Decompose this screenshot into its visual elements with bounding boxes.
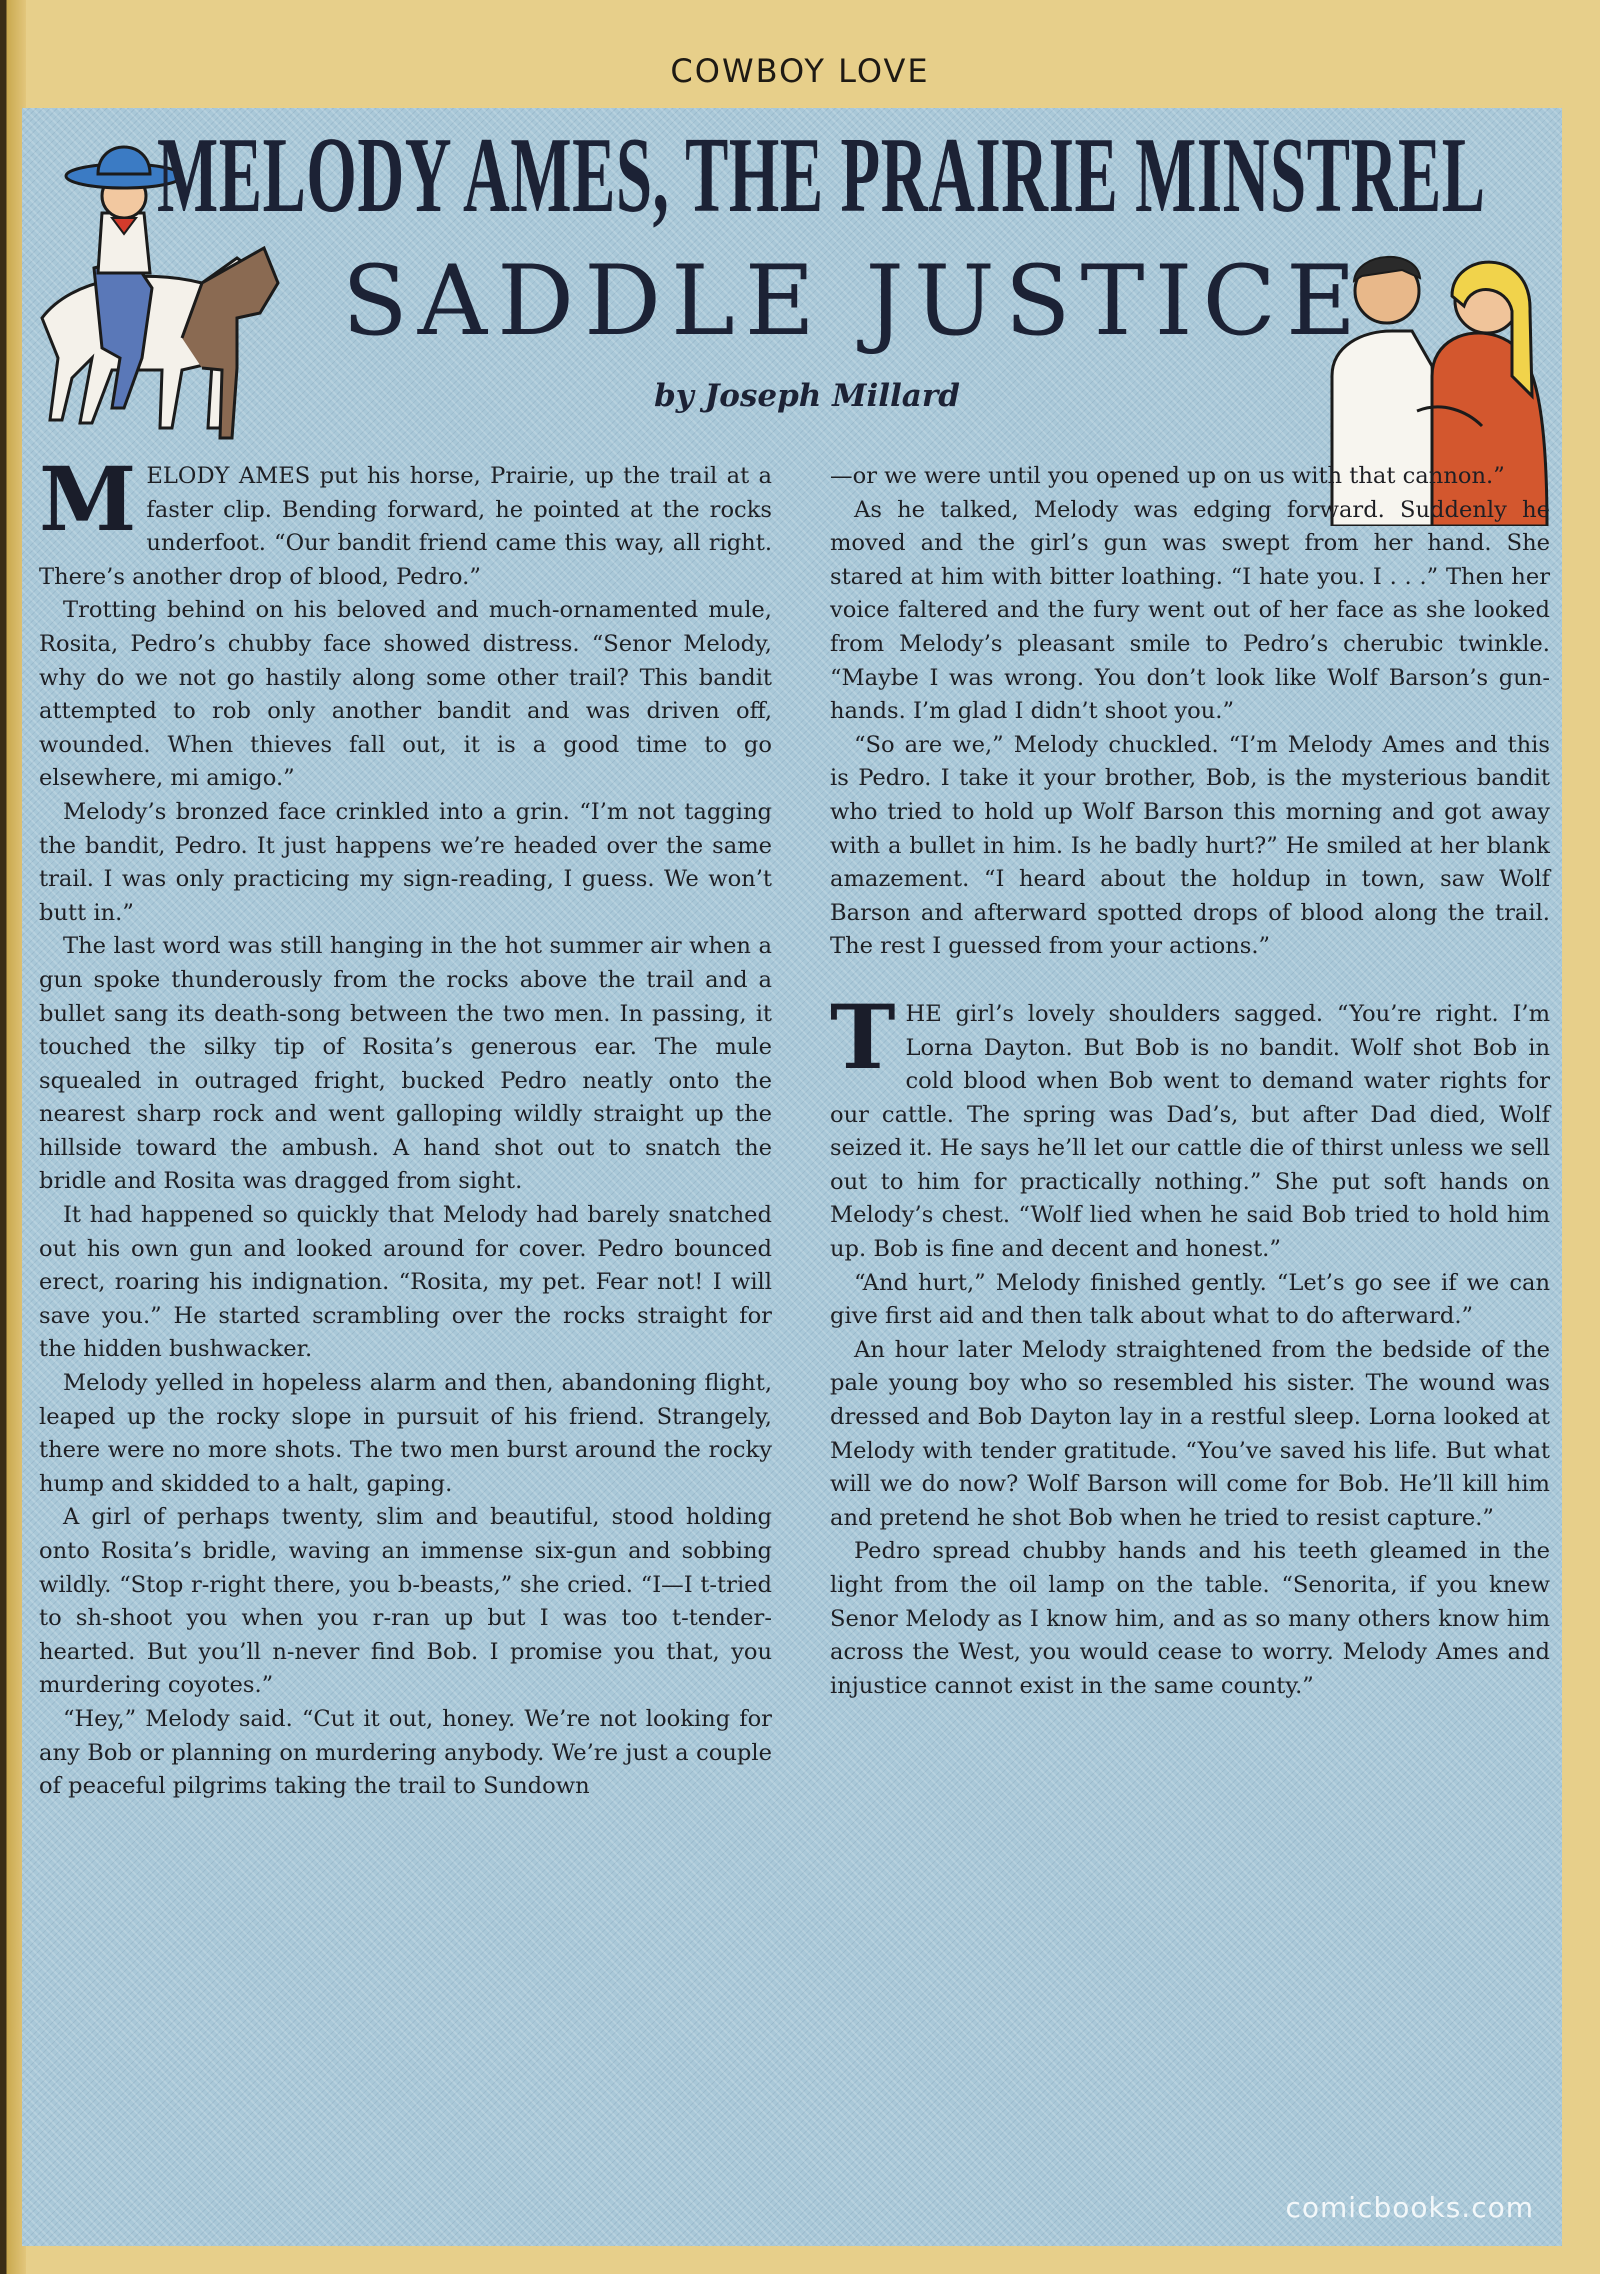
paragraph: An hour later Melody straightened from the bedside of the pale young boy who so resembled his sister. The wound was dressed and Bob Dayton lay in a restful sleep. Lorna looked at Melody with tender gratitude. “You’ve saved his life. But what will we do now? Wolf Barson will come for Bob. He’ll kill him and pretend he shot Bob when he tried to resist capture.”	[830, 1336, 1550, 1531]
right-column	[830, 460, 1550, 1703]
series-title: MELODY AMES, THE PRAIRIE MINSTREL	[157, 116, 1486, 235]
section-break	[830, 964, 1550, 998]
site-watermark: comicbooks.com	[1285, 2191, 1534, 2224]
paragraph: A girl of perhaps twenty, slim and beautiful, stood holding onto Rosita’s bridle, waving an immense six-gun and sobbing wildly. “Stop r-right there, you b-beasts,” she cried. “I—I t-tried to sh-shoot you when you r-ran up but I was too t-tender-hearted. But you’ll n-never find Bob. I promise you that, you murdering coyotes.”	[39, 1504, 772, 1699]
paragraph: “And hurt,” Melody finished gently. “Let’s go see if we can give first aid and then talk about what to do afterward.”	[830, 1269, 1550, 1330]
running-head: COWBOY LOVE	[670, 52, 930, 90]
left-column	[39, 447, 772, 1804]
paragraph: Melody yelled in hopeless alarm and then, abandoning flight, leaped up the rocky slope in pursuit of his friend. Strangely, there were no more shots. The two men burst around the rocky hump and skidded to a halt, gaping.	[39, 1370, 772, 1497]
paragraph: As he talked, Melody was edging forward. Suddenly he moved and the girl’s gun was swept from her hand. She stared at him with bitter loathing. “I hate you. I . . .” Then her voice faltered and the fury went out of her face as she looked from Melody’s pleasant smile to Pedro’s cherubic twinkle. “Maybe I was wrong. You don’t look like Wolf Barson’s gun-hands. I’m glad I didn’t shoot you.”	[830, 496, 1550, 725]
drop-cap: T	[830, 984, 896, 1089]
paragraph: MELODY AMES put his horse, Prairie, up the trail at a faster clip. Bending forward, he pointed at the rocks underfoot. “Our bandit friend came this way, all right. There’s another drop of blood, Pedro.”	[39, 447, 772, 590]
paragraph: “Hey,” Melody said. “Cut it out, honey. We’re not looking for any Bob or planning on murdering anybody. We’re just a couple of peaceful pilgrims taking the trail to Sundown	[39, 1705, 772, 1800]
story-panel	[22, 108, 1562, 2246]
paragraph: —or we were until you opened up on us with that cannon.”	[830, 463, 1505, 489]
paragraph: THE girl’s lovely shoulders sagged. “You’re right. I’m Lorna Dayton. But Bob is no bandit. Wolf shot Bob in cold blood when Bob went to demand water rights for our cattle. The spring was Dad’s, but after Dad died, Wolf seized it. He says he’ll let our cattle die of thirst unless we sell out to him for practically nothing.” She put soft hands on Melody’s chest. “Wolf lied when he said Bob tried to hold him up. Bob is fine and decent and honest.”	[830, 984, 1550, 1263]
paragraph: Melody’s bronzed face crinkled into a grin. “I’m not tagging the bandit, Pedro. It just happens we’re headed over the same trail. I was only practicing my sign-reading, I guess. We won’t butt in.”	[39, 798, 772, 926]
paragraph: “So are we,” Melody chuckled. “I’m Melody Ames and this is Pedro. I take it your brother, Bob, is the mysterious bandit who tried to hold up Wolf Barson this morning and got away with a bullet in him. Is he badly hurt?” He smiled at her blank amazement. “I heard about the holdup in town, saw Wolf Barson and afterward spotted drops of blood along the trail. The rest I guessed from your actions.”	[830, 731, 1550, 960]
story-title: SADDLE JUSTICE	[342, 245, 1367, 357]
byline: by Joseph Millard	[654, 378, 960, 414]
paragraph: The last word was still hanging in the hot summer air when a gun spoke thunderously from the rocks above the trail and a bullet sang its death-song between the two men. In passing, it touched the silky tip of Rosita’s generous ear. The mule squealed in outraged fright, bucked Pedro neatly onto the nearest sharp rock and went galloping wildly straight up the hillside toward the ambush. A hand shot out to snatch the bridle and Rosita was dragged from sight.	[39, 933, 772, 1195]
paragraph: Pedro spread chubby hands and his teeth gleamed in the light from the oil lamp on the table. “Senorita, if you knew Senor Melody as I know him, and as so many others know him across the West, you would cease to worry. Melody Ames and injustice cannot exist in the same county.”	[830, 1538, 1550, 1699]
paragraph: It had happened so quickly that Melody had barely snatched out his own gun and looked around for cover. Pedro bounced erect, roaring his indignation. “Rosita, my pet. Fear not! I will save you.” He started scrambling over the rocks straight for the hidden bushwacker.	[39, 1202, 772, 1363]
drop-cap: M	[39, 447, 137, 551]
paragraph: Trotting behind on his beloved and much-ornamented mule, Rosita, Pedro’s chubby face showed distress. “Senor Melody, why do we not go hastily along some other trail? This bandit attempted to rob only another bandit and was driven off, wounded. When thieves fall out, it is a good time to go elsewhere, mi amigo.”	[39, 597, 772, 792]
